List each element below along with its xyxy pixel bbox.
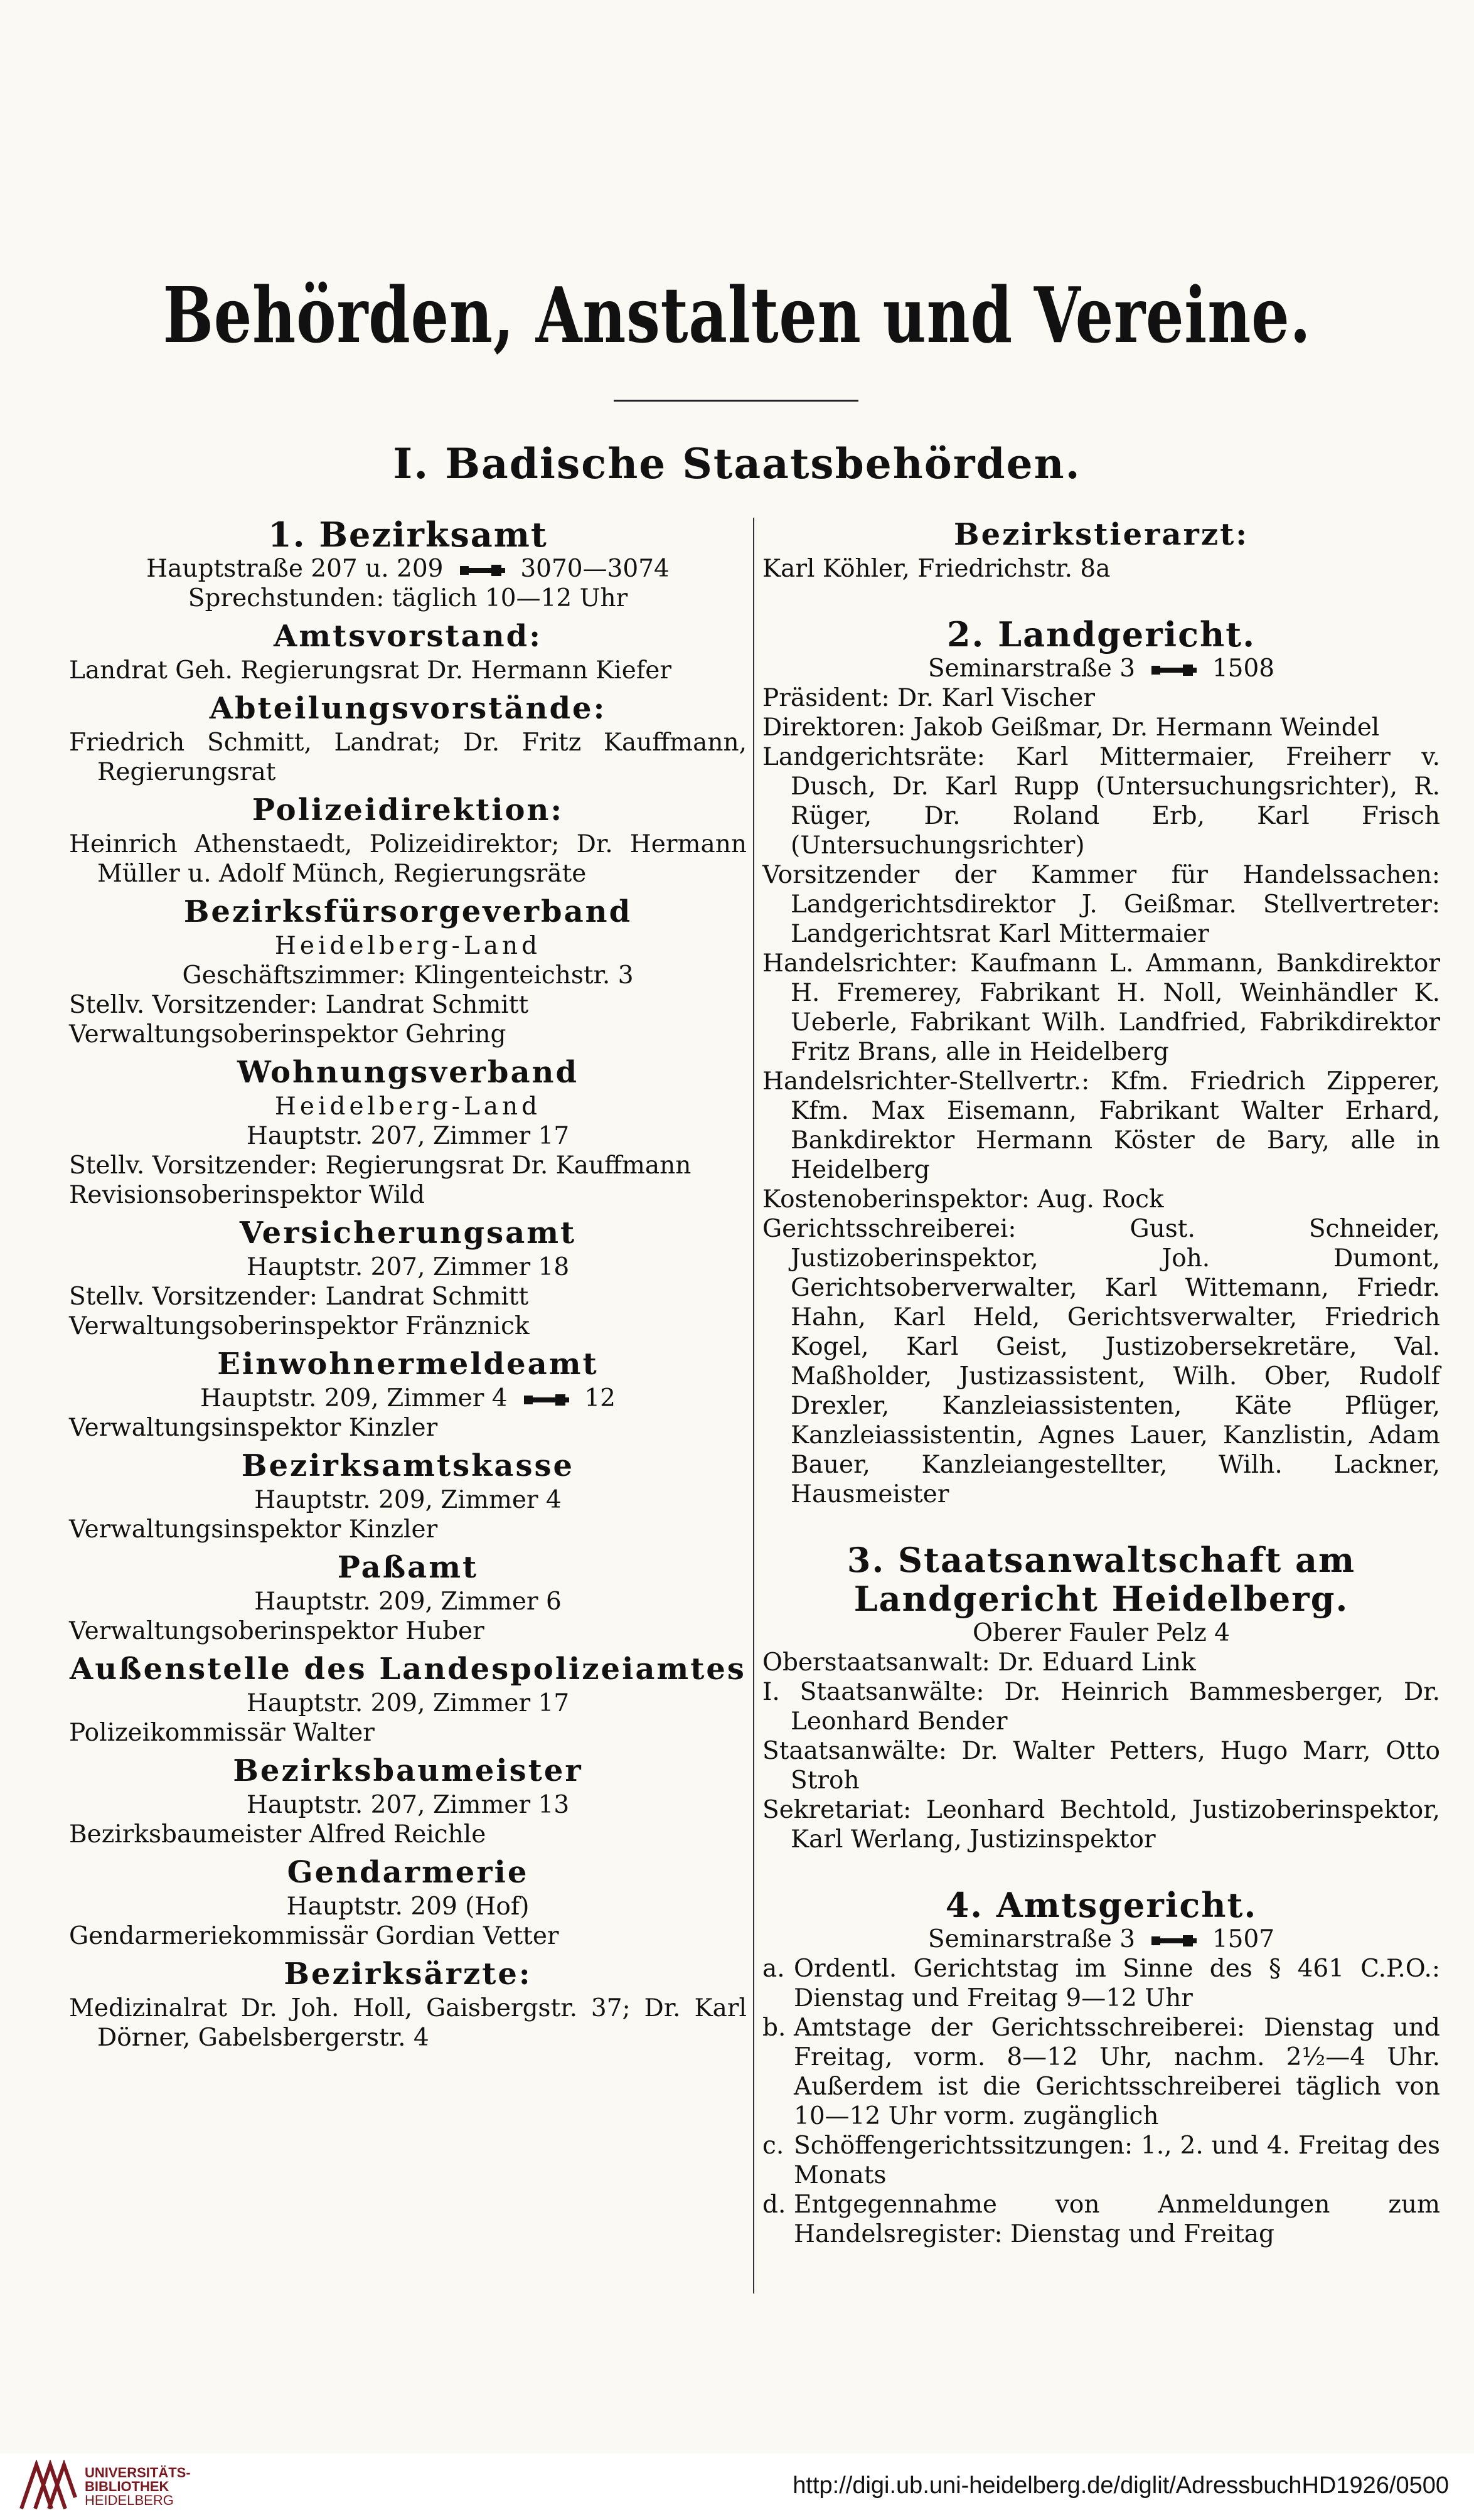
entry-line: Geschäftszimmer: Klingenteichstr. 3 bbox=[182, 961, 634, 990]
right-column bbox=[762, 511, 1440, 2249]
entry-line: Kostenoberinspektor: Aug. Rock bbox=[762, 1185, 1164, 1214]
entry-line: Oberer Fauler Pelz 4 bbox=[973, 1619, 1230, 1647]
heading-bezirksamt: 1. Bezirksamt bbox=[268, 515, 548, 555]
logo-line: HEIDELBERG bbox=[85, 2492, 174, 2508]
entry-line: Verwaltungsinspektor Kinzler bbox=[69, 1515, 438, 1544]
heading-einwohnermeldeamt: Einwohnermeldeamt bbox=[217, 1347, 599, 1382]
entry-line: Präsident: Dr. Karl Vischer bbox=[762, 684, 1095, 712]
entry-line: Polizeikommissär Walter bbox=[69, 1719, 375, 1747]
entry-line: Verwaltungsoberinspektor Huber bbox=[69, 1617, 484, 1645]
phone-number: 12 bbox=[584, 1384, 616, 1412]
entry-line: Heinrich Athenstaedt, Polizeidirektor; Dr. Hermann Müller u. Adolf Münch, Regierungsräte bbox=[69, 830, 747, 888]
phone-number: 1507 bbox=[1212, 1925, 1275, 1953]
entry-line: I. Staatsanwälte: Dr. Heinrich Bammesberger, Dr. Leonhard Bender bbox=[762, 1678, 1440, 1736]
entry-line: Stellv. Vorsitzender: Landrat Schmitt bbox=[69, 991, 529, 1019]
heading-gendarmerie: Gendarmerie bbox=[287, 1855, 529, 1890]
heading-fuersorgeverband: Bezirksfürsorgeverband bbox=[183, 894, 633, 929]
entry-line: Hauptstr. 209 (Hof) bbox=[286, 1893, 530, 1921]
heading-amtsgericht: 4. Amtsgericht. bbox=[945, 1885, 1258, 1925]
entry-line: Landgerichtsräte: Karl Mittermaier, Freiherr v. Dusch, Dr. Karl Rupp (Untersuchungsrichter), R. Rüger, Dr. Roland Erb, Karl Frisch (Untersuchungsrichter) bbox=[762, 743, 1440, 860]
entry-line: Sekretariat: Leonhard Bechtold, Justizoberinspektor, Karl Werlang, Justizinspektor bbox=[762, 1796, 1440, 1854]
address-line bbox=[762, 1925, 1440, 1954]
list-item-text: Amtstage der Gerichtsschreiberei: Dienstag und Freitag, vorm. 8—12 Uhr, nachm. 2½—4 Uhr. Außerdem ist die Gerichtsschreiberei täglich von 10—12 Uhr vorm. zugänglich bbox=[794, 2014, 1440, 2130]
entry-line: Bezirksbaumeister Alfred Reichle bbox=[69, 1820, 486, 1849]
telephone-icon bbox=[1149, 1933, 1198, 1949]
heading-polizeidirektion: Polizeidirektion: bbox=[252, 793, 564, 828]
heading-landgericht: 2. Landgericht. bbox=[946, 614, 1256, 654]
list-item bbox=[762, 2013, 1440, 2131]
entry-line: Gerichtsschreiberei: Gust. Schneider, Justizoberinspektor, Joh. Dumont, Gerichtsoberverwalter, Karl Wittemann, Friedr. Hahn, Karl Held, Gerichtsverwalter, Friedrich Kogel, Karl Geist, Justizobersekretäre, Val. Maßholder, Justizassistent, Wilh. Ober, Rudolf Drexler, Kanzleiassistenten, Käte Pflüger, Kanzleiassistentin, Agnes Lauer, Kanzlistin, Adam Bauer, Kanzleiangestellter, Wilh. Lackner, Hausmeister bbox=[762, 1215, 1440, 1508]
list-item bbox=[762, 1954, 1440, 2013]
address-line bbox=[69, 1384, 747, 1413]
phone-number: 3070—3074 bbox=[520, 555, 670, 583]
phone-number: 1508 bbox=[1212, 654, 1275, 683]
list-item bbox=[762, 2131, 1440, 2190]
entry-line: Friedrich Schmitt, Landrat; Dr. Fritz Kauffmann, Regierungsrat bbox=[69, 729, 747, 786]
column-divider bbox=[753, 518, 754, 2293]
entry-line: Landrat Geh. Regierungsrat Dr. Hermann Kiefer bbox=[69, 656, 671, 685]
heading-versicherungsamt: Versicherungsamt bbox=[239, 1215, 577, 1251]
page-title: Behörden, Anstalten und Vereine. bbox=[163, 270, 1311, 360]
entry-line: Hauptstr. 207, Zimmer 13 bbox=[246, 1791, 570, 1819]
heading-abteilungsvorstaende: Abteilungsvorstände: bbox=[209, 691, 607, 726]
list-item-text: Ordentl. Gerichtstag im Sinne des § 461 C.P.O.: Dienstag und Freitag 9—12 Uhr bbox=[794, 1955, 1440, 2012]
entry-line: Hauptstr. 209, Zimmer 4 bbox=[254, 1486, 562, 1514]
address-text: Hauptstraße 207 u. 209 bbox=[146, 555, 444, 583]
address-line bbox=[69, 554, 747, 584]
logo-line: UNIVERSITÄTS- bbox=[85, 2465, 191, 2480]
subheading: Heidelberg-Land bbox=[274, 932, 542, 960]
entry-line: Hauptstr. 209, Zimmer 6 bbox=[254, 1588, 562, 1616]
heading-bezirksamtskasse: Bezirksamtskasse bbox=[241, 1448, 575, 1483]
list-item-label: b. bbox=[762, 2014, 786, 2042]
entry-line: Verwaltungsoberinspektor Gehring bbox=[69, 1020, 506, 1049]
office-hours: Sprechstunden: täglich 10—12 Uhr bbox=[188, 584, 628, 612]
address-line bbox=[762, 654, 1440, 683]
entry-line: Vorsitzender der Kammer für Handelssachen: Landgerichtsdirektor J. Geißmar. Stellvertreter: Landgerichtsrat Karl Mittermaier bbox=[762, 861, 1440, 948]
entry-line: Karl Köhler, Friedrichstr. 8a bbox=[762, 555, 1111, 583]
university-library-logo[interactable] bbox=[18, 2460, 77, 2513]
left-column bbox=[69, 511, 747, 2053]
list-item-label: c. bbox=[762, 2132, 784, 2160]
entry-line: Hauptstr. 209, Zimmer 17 bbox=[246, 1689, 570, 1717]
footer-bar bbox=[0, 2453, 1474, 2520]
entry-line: Direktoren: Jakob Geißmar, Dr. Hermann Weindel bbox=[762, 713, 1380, 742]
address-text: Seminarstraße 3 bbox=[927, 654, 1136, 683]
list-item-text: Entgegennahme von Anmeldungen zum Handelsregister: Dienstag und Freitag bbox=[794, 2191, 1440, 2248]
heading-bezirksaerzte: Bezirksärzte: bbox=[284, 1957, 532, 1992]
entry-line: Hauptstr. 207, Zimmer 18 bbox=[246, 1253, 570, 1281]
entry-line: Oberstaatsanwalt: Dr. Eduard Link bbox=[762, 1648, 1196, 1677]
heading-amtsvorstand: Amtsvorstand: bbox=[274, 619, 542, 654]
heading-wohnungsverband: Wohnungsverband bbox=[237, 1055, 579, 1090]
telephone-icon bbox=[457, 562, 506, 579]
heading-bezirksbaumeister: Bezirksbaumeister bbox=[233, 1753, 583, 1788]
heading-staatsanwaltschaft: 3. Staatsanwaltschaft am Landgericht Heidelberg. bbox=[846, 1540, 1356, 1619]
entry-line: Handelsrichter-Stellvertr.: Kfm. Friedrich Zipperer, Kfm. Max Eisemann, Fabrikant Walter Erhard, Bankdirektor Hermann Köster de Bary, alle in Heidelberg bbox=[762, 1067, 1440, 1184]
list-item bbox=[762, 2190, 1440, 2249]
entry-line: Revisionsoberinspektor Wild bbox=[69, 1181, 425, 1209]
logo-line: BIBLIOTHEK bbox=[85, 2479, 169, 2494]
list-item-label: a. bbox=[762, 1955, 785, 1983]
entry-line: Stellv. Vorsitzender: Landrat Schmitt bbox=[69, 1283, 529, 1311]
entry-line: Gendarmeriekommissär Gordian Vetter bbox=[69, 1922, 559, 1950]
subheading: Heidelberg-Land bbox=[274, 1092, 542, 1121]
list-item-text: Schöffengerichtssitzungen: 1., 2. und 4. Freitag des Monats bbox=[794, 2132, 1440, 2189]
entry-line: Stellv. Vorsitzender: Regierungsrat Dr. Kauffmann bbox=[69, 1151, 692, 1180]
heading-bezirkstierarzt: Bezirkstierarzt: bbox=[954, 517, 1249, 552]
entry-line: Staatsanwälte: Dr. Walter Petters, Hugo Marr, Otto Stroh bbox=[762, 1737, 1440, 1795]
telephone-icon bbox=[521, 1392, 570, 1408]
heading-aussenstelle: Außenstelle des Landespolizeiamtes bbox=[70, 1652, 746, 1687]
title-rule bbox=[614, 400, 858, 402]
section-title: I. Badische Staatsbehörden. bbox=[393, 439, 1081, 488]
list-item-label: d. bbox=[762, 2191, 786, 2219]
entry-line: Medizinalrat Dr. Joh. Holl, Gaisbergstr. 37; Dr. Karl Dörner, Gabelsbergerstr. 4 bbox=[69, 1994, 747, 2052]
entry-line: Verwaltungsinspektor Kinzler bbox=[69, 1414, 438, 1442]
address-text: Hauptstr. 209, Zimmer 4 bbox=[200, 1384, 508, 1412]
entry-line: Handelsrichter: Kaufmann L. Ammann, Bankdirektor H. Fremerey, Fabrikant H. Noll, Weinhändler K. Ueberle, Fabrikant Wilh. Landfried, Fabrikdirektor Fritz Brans, alle in Heidelberg bbox=[762, 949, 1440, 1066]
address-text: Seminarstraße 3 bbox=[927, 1925, 1136, 1953]
entry-line: Verwaltungsoberinspektor Fränznick bbox=[69, 1312, 530, 1340]
logo-text bbox=[85, 2466, 191, 2507]
telephone-icon bbox=[1149, 662, 1198, 678]
entry-line: Hauptstr. 207, Zimmer 17 bbox=[246, 1122, 570, 1150]
heading-passamt: Paßamt bbox=[337, 1550, 479, 1585]
source-url-link[interactable]: http://digi.ub.uni-heidelberg.de/diglit/AdressbuchHD1926/0500 bbox=[793, 2472, 1449, 2499]
